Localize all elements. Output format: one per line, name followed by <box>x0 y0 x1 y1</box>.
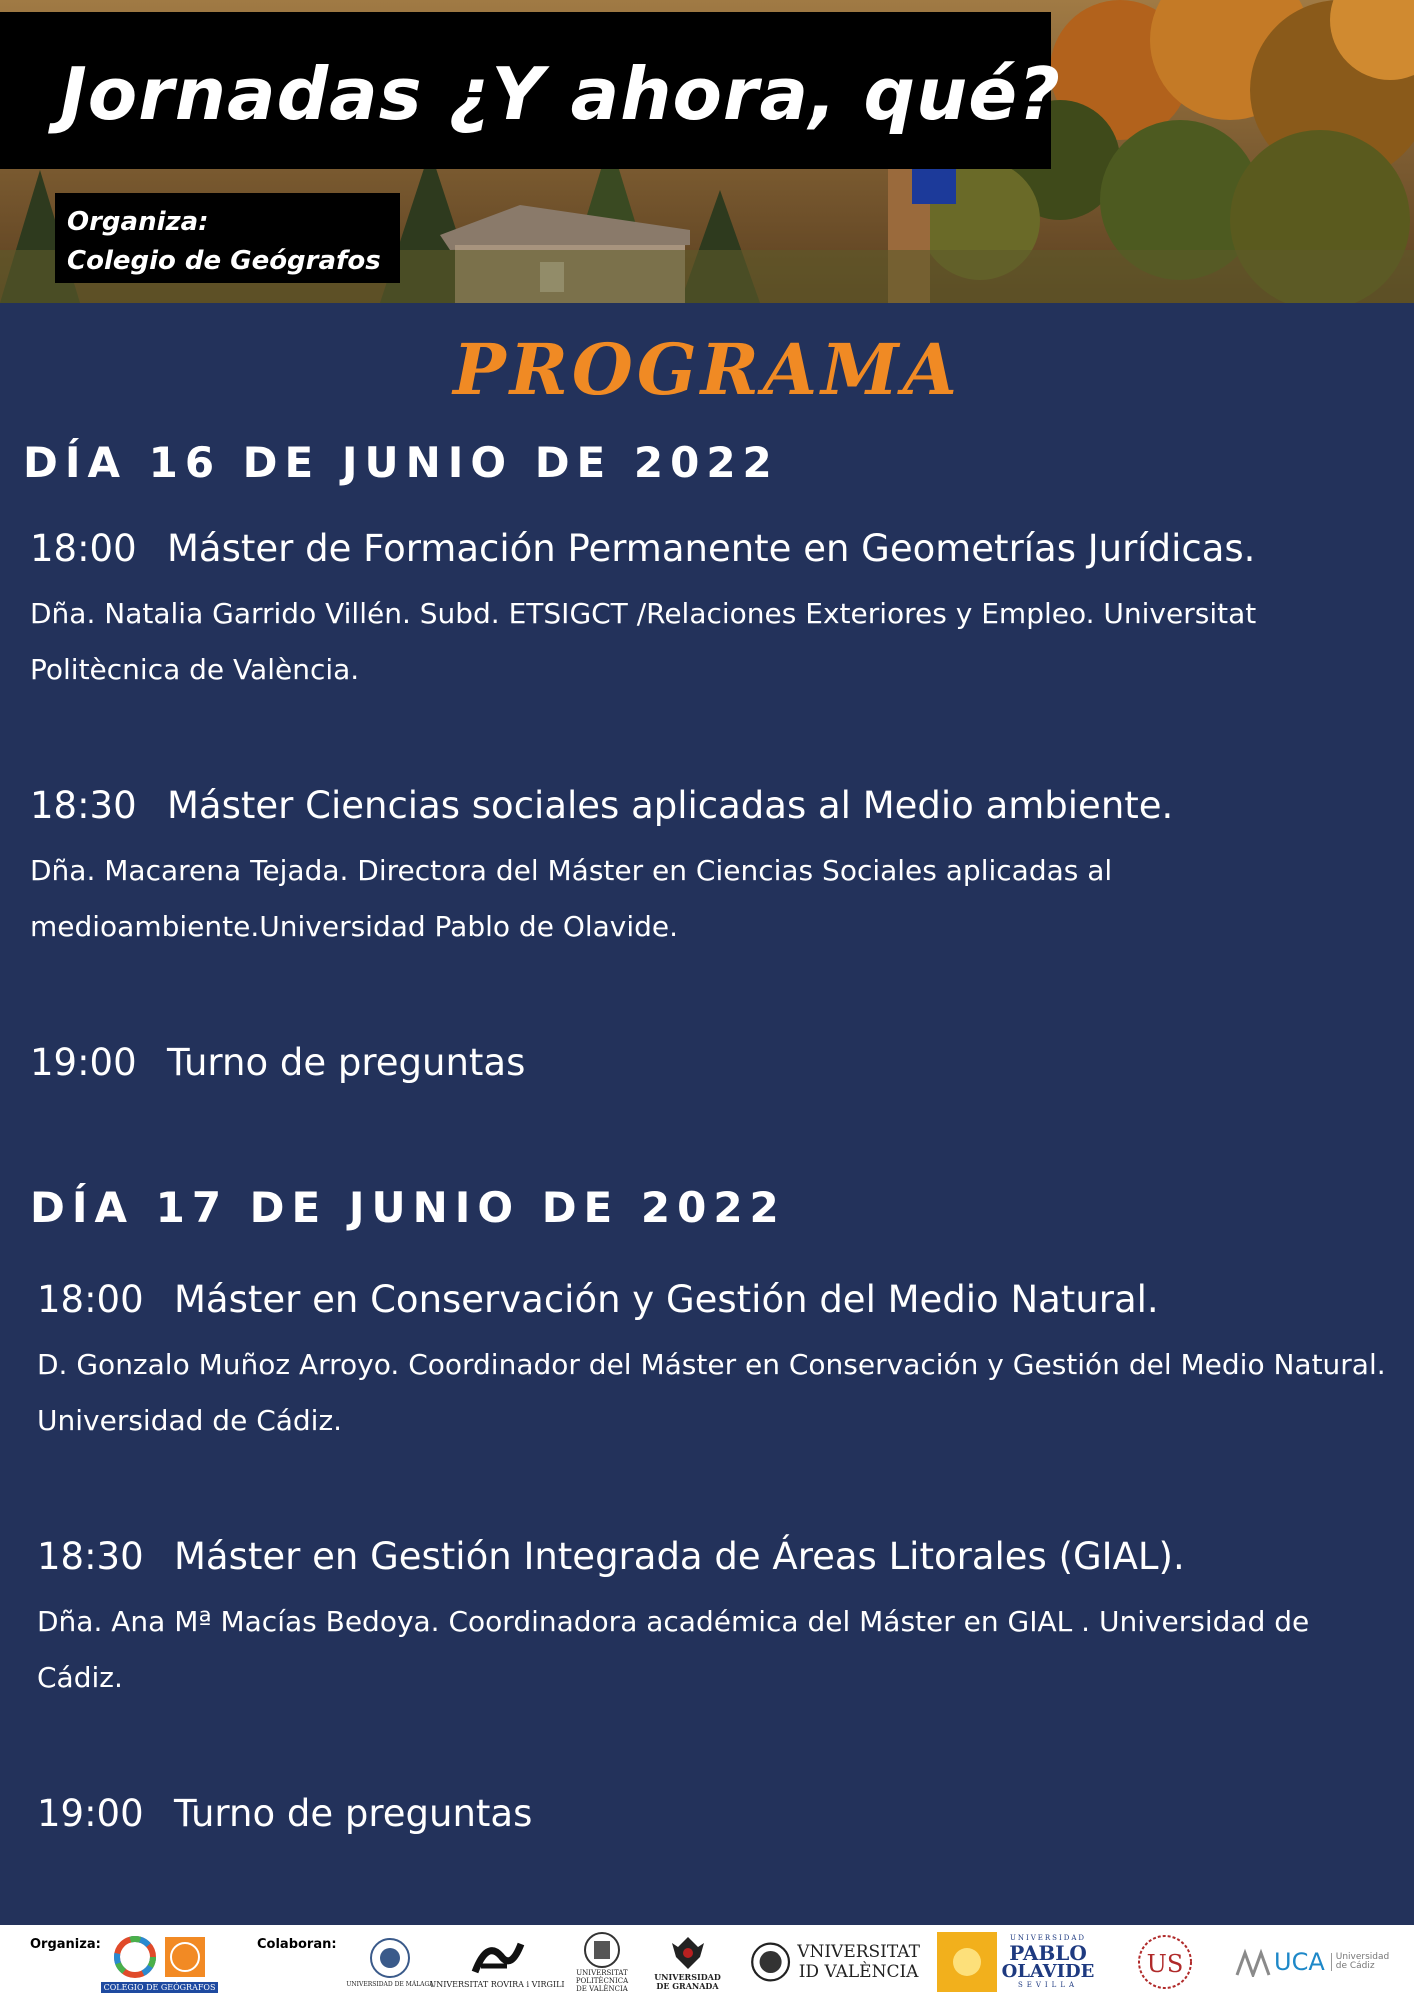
logo-footer <box>0 1925 1414 2000</box>
item-speaker: D. Gonzalo Muñoz Arroyo. Coordinador del Máster en Conservación y Gestión del Medio Natural. Universidad de Cádiz. <box>37 1348 1386 1437</box>
sun-logo <box>936 1929 998 1995</box>
item-speaker: Dña. Macarena Tejada. Directora del Máster en Ciencias Sociales aplicadas al medioambiente.Universidad Pablo de Olavide. <box>30 854 1113 943</box>
item-time: 19:00 <box>30 1041 137 1084</box>
colegio-emblem-icon <box>110 1932 210 1982</box>
program-item <box>30 784 1390 955</box>
program-item <box>37 1278 1397 1449</box>
uca-mark-icon <box>1235 1947 1271 1977</box>
item-speaker: Dña. Natalia Garrido Villén. Subd. ETSIGCT /Relaciones Exteriores y Empleo. Universitat Politècnica de València. <box>30 597 1257 686</box>
colegio-caption: COLEGIO DE GEÓGRAFOS <box>101 1982 219 1993</box>
valencia-line1: VNIVERSITAT <box>797 1942 920 1962</box>
olavide-line1: PABLO <box>1009 1941 1087 1965</box>
item-time: 19:00 <box>37 1792 144 1835</box>
colegio-geografos-logo <box>103 1929 216 1995</box>
item-title: Turno de preguntas <box>167 1041 526 1084</box>
organizer-banner <box>55 193 400 283</box>
uca-acronym: UCA <box>1274 1948 1325 1976</box>
item-title: Máster en Gestión Integrada de Áreas Litorales (GIAL). <box>174 1535 1185 1578</box>
day-heading: DÍA 17 DE JUNIO DE 2022 <box>30 1183 786 1232</box>
item-speaker: Dña. Ana Mª Macías Bedoya. Coordinadora académica del Máster en GIAL . Universidad de Cádiz. <box>37 1605 1310 1694</box>
malaga-logo <box>346 1929 434 1995</box>
item-title: Máster de Formación Permanente en Geometrías Jurídicas. <box>167 527 1256 570</box>
header-photo <box>0 0 1414 303</box>
rovira-caption: UNIVERSITAT ROVIRA i VIRGILI <box>429 1979 565 1989</box>
sun-emblem-icon <box>937 1932 997 1992</box>
valencia-line2: ID VALÈNCIA <box>798 1962 919 1982</box>
uca-logo <box>1235 1929 1405 1995</box>
item-title: Máster Ciencias sociales aplicadas al Medio ambiente. <box>167 784 1174 827</box>
valencia-seal-icon <box>750 1934 791 1990</box>
granada-caption: UNIVERSIDAD DE GRANADA <box>654 1972 721 1991</box>
item-time: 18:00 <box>30 527 137 570</box>
uca-name: Universidad de Cádiz <box>1331 1953 1396 1971</box>
program-item <box>30 527 1390 698</box>
program-item <box>37 1535 1397 1706</box>
rovira-logo <box>429 1929 565 1995</box>
upv-caption: UNIVERSITAT POLITÈCNICA DE VALÈNCIA <box>575 1969 629 1993</box>
program-item <box>37 1792 532 1835</box>
item-time: 18:00 <box>37 1278 144 1321</box>
program-item <box>30 1041 525 1084</box>
valencia-logo <box>750 1929 920 1995</box>
olavide-top: UNIVERSIDAD <box>1009 1934 1087 1942</box>
item-time: 18:30 <box>30 784 137 827</box>
item-time: 18:30 <box>37 1535 144 1578</box>
footer-organiza-label: Organiza: <box>30 1937 101 1952</box>
program-heading: PROGRAMA <box>453 328 961 411</box>
sevilla-logo <box>1130 1929 1200 1995</box>
sevilla-seal-icon <box>1135 1932 1195 1992</box>
day-heading: DÍA 16 DE JUNIO DE 2022 <box>23 438 779 487</box>
upv-seal-icon <box>582 1931 622 1969</box>
granada-logo <box>650 1929 725 1995</box>
organizer-name: Colegio de Geógrafos <box>67 246 381 276</box>
item-title: Máster en Conservación y Gestión del Medio Natural. <box>174 1278 1159 1321</box>
malaga-caption: UNIVERSIDAD DE MÁLAGA <box>346 1980 434 1988</box>
olavide-bottom: SEVILLA <box>1017 1981 1079 1989</box>
title-banner <box>0 12 1061 169</box>
olavide-line2: OLAVIDE <box>1001 1961 1095 1982</box>
sevilla-monogram: US <box>1146 1950 1184 1978</box>
upv-logo <box>567 1929 637 1995</box>
organizer-label: Organiza: <box>67 207 209 237</box>
rovira-mark-icon <box>467 1936 527 1980</box>
footer-colaboran-label: Colaboran: <box>257 1937 337 1952</box>
item-title: Turno de preguntas <box>174 1792 533 1835</box>
olavide-logo <box>1002 1929 1094 1995</box>
event-title: Jornadas ¿Y ahora, qué? <box>60 52 1061 136</box>
granada-eagle-icon <box>668 1933 708 1973</box>
malaga-seal-icon <box>368 1936 412 1980</box>
